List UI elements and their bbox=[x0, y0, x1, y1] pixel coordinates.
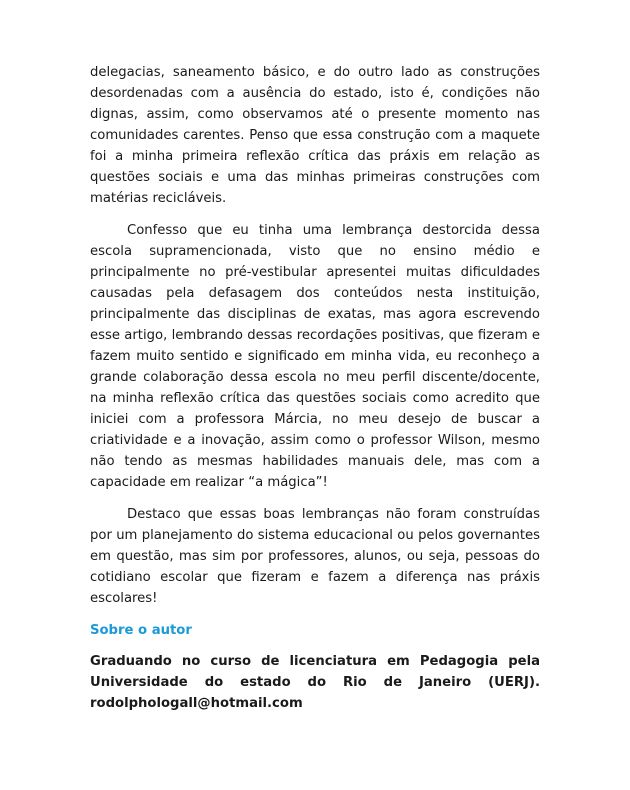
author-bio: Graduando no curso de licenciatura em Pedagogia pela Universidade do estado do Rio de Janeiro (UERJ). rodolphologall@hotmail.com bbox=[90, 654, 540, 711]
paragraph-continuation: delegacias, saneamento básico, e do outro lado as construções desordenadas com a ausência do estado, isto é, condições não dignas, assim, como observamos até o presente momento nas comunidades carentes. Penso que essa construção com a maquete foi a minha primeira reflexão crítica das práxis em relação as questões sociais e uma das minhas primeiras construções com matérias recicláveis. bbox=[90, 65, 540, 206]
paragraph-destaco: Destaco que essas boas lembranças não foram construídas por um planejamento do sistema educacional ou pelos governantes em questão, mas sim por professores, alunos, ou seja, pessoas do cotidiano escolar que fizeram e fazem a diferença nas práxis escolares! bbox=[90, 507, 540, 606]
about-author-heading: Sobre o autor bbox=[90, 623, 192, 638]
paragraph-confesso: Confesso que eu tinha uma lembrança destorcida dessa escola supramencionada, visto que no ensino médio e principalmente no pré-vestibular apresentei muitas dificuldades causadas pela defasagem dos conteúdos nesta instituição, principalmente das disciplinas de exatas, mas agora escrevendo esse artigo, lembrando dessas recordações positivas, que fizeram e fazem muito sentido e significado em minha vida, eu reconheço a grande colaboração dessa escola no meu perfil discente/docente, na minha reflexão crítica das questões sociais como acredito que iniciei com a professora Márcia, no meu desejo de buscar a criatividade e a inovação, assim como o professor Wilson, mesmo não tendo as mesmas habilidades manuais dele, mas com a capacidade em realizar “a mágica”! bbox=[90, 223, 540, 490]
document-page bbox=[90, 62, 540, 714]
